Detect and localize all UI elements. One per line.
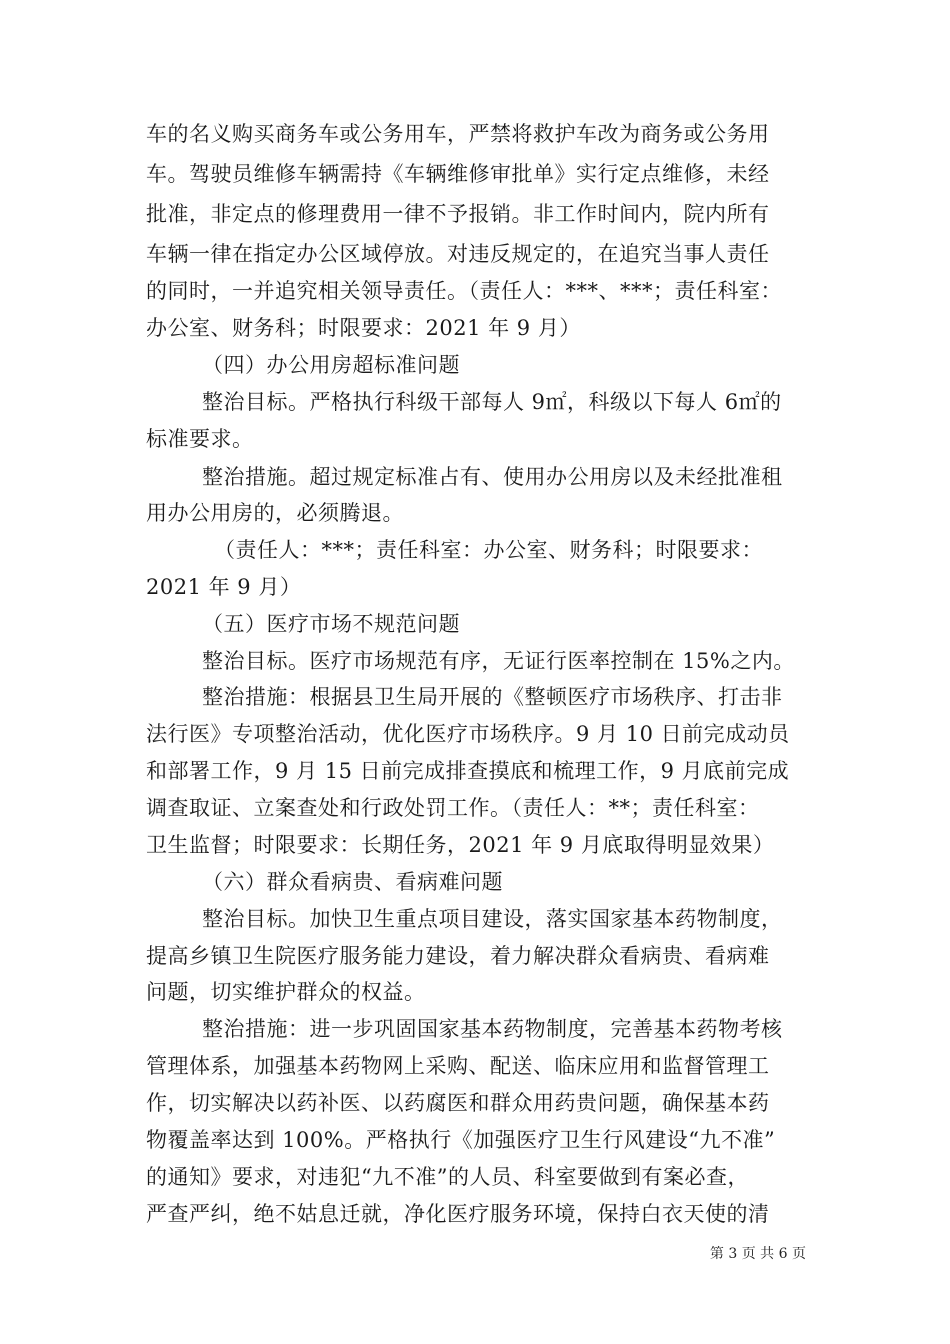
body-text-line: 整治目标。医疗市场规范有序，无证行医率控制在 15%之内。 [202,649,795,673]
section-heading: （五）医疗市场不规范问题 [202,612,460,636]
section-heading: （四）办公用房超标准问题 [202,353,460,377]
body-text-line: 用办公用房的，必须腾退。 [146,501,404,525]
body-text-line: （责任人：***；责任科室：办公室、财务科；时限要求： [214,538,763,562]
body-text-line: 整治目标。严格执行科级干部每人 9㎡，科级以下每人 6㎡的 [202,390,782,414]
section-heading: （六）群众看病贵、看病难问题 [202,870,503,894]
body-text-line: 整治措施。超过规定标准占有、使用办公用房以及未经批准租 [202,465,783,489]
body-text-line: 卫生监督；时限要求：长期任务，2021 年 9 月底取得明显效果） [146,833,775,857]
body-text-line: 和部署工作，9 月 15 日前完成排查摸底和梳理工作，9 月底前完成 [146,759,790,783]
body-text-line: 2021 年 9 月） [146,575,302,599]
page-number: 第 3 页 共 6 页 [709,1246,806,1262]
body-text-line: 调查取证、立案查处和行政处罚工作。（责任人：**；责任科室： [146,796,760,820]
body-text-line: 车辆一律在指定办公区域停放。对违反规定的，在追究当事人责任 [146,242,770,266]
body-text-line: 物覆盖率达到 100%。严格执行《加强医疗卫生行风建设“九不准” [146,1128,776,1152]
body-text-line: 批准，非定点的修理费用一律不予报销。非工作时间内，院内所有 [146,202,770,226]
body-text-line: 作，切实解决以药补医、以药腐医和群众用药贵问题，确保基本药 [146,1091,770,1115]
body-text-line: 提高乡镇卫生院医疗服务能力建设，着力解决群众看病贵、看病难 [146,944,770,968]
body-text-line: 的通知》要求，对违犯“九不准”的人员、科室要做到有案必查， [146,1165,749,1189]
body-text-line: 的同时，一并追究相关领导责任。（责任人：***、***；责任科室： [146,279,782,303]
body-text-line: 整治目标。加快卫生重点项目建设，落实国家基本药物制度， [202,907,783,931]
body-text-line: 严查严纠，绝不姑息迁就，净化医疗服务环境，保持白衣天使的清 [146,1202,770,1226]
body-text-line: 标准要求。 [146,427,254,451]
body-text-line: 车的名义购买商务车或公务用车，严禁将救护车改为商务或公务用 [146,122,770,146]
body-text-line: 法行医》专项整治活动，优化医疗市场秩序。9 月 10 日前完成动员 [146,722,790,746]
body-text-line: 车。驾驶员维修车辆需持《车辆维修审批单》实行定点维修，未经 [146,162,770,186]
body-text-line: 办公室、财务科；时限要求：2021 年 9 月） [146,316,581,340]
body-text-line: 管理体系，加强基本药物网上采购、配送、临床应用和监督管理工 [146,1054,770,1078]
body-text-line: 整治措施：根据县卫生局开展的《整顿医疗市场秩序、打击非 [202,685,783,709]
body-text-line: 整治措施：进一步巩固国家基本药物制度，完善基本药物考核 [202,1017,783,1041]
body-text-line: 问题，切实维护群众的权益。 [146,980,426,1004]
